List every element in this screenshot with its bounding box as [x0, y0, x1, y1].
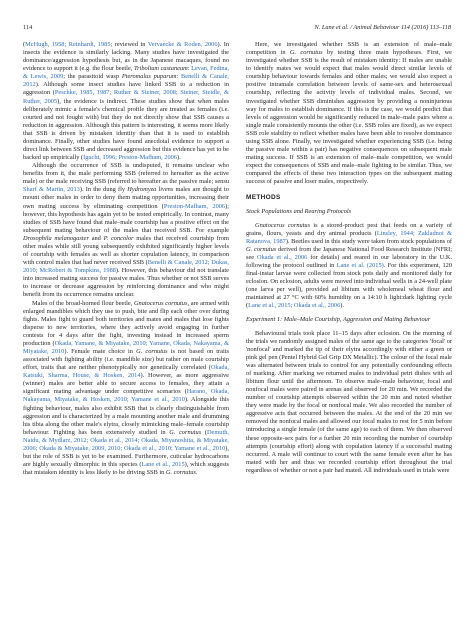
page-header — [23, 24, 451, 36]
paragraph: Here, we investigated whether SSB is an extension of male–male competition in G. cornutus by testing three main hypotheses. First, we investigated whether SSB is the result of mistaken identity: If males are unable to identify mates we would expect that males would direct similar levels of courtship behaviour towards females and other males; we would also expect a positive intramale correlation between levels of same-sex and heterosexual courtship, reflecting the activity levels of individual males. Second, we investigated whether SSB diminishes aggression by providing a noninjurious way for males to establish dominance. If this is the case, we would predict that levels of aggression would be significantly reduced in male–male pairs where a single male consistently mounts the other (i.e. SSB roles are fixed), as we expect SSB role stability to reflect whether males have been able to resolve dominance using SSB alone. Finally, we investigated whether experiencing SSB (i.e. being the passive male within a pair) has negative consequences on subsequent male mating success. If SSB is an extension of male–male competition, we would expect the consequences of SSB and male–male fighting to be similar. Thus, we compared the effects of these two interaction types on the subsequent mating success of passive and loser males, respectively. — [246, 41, 452, 186]
paragraph: Males of the broad-horned flour beetle, Gnatocerus cornutus, are armed with enlarged mandibles which they use to push, bite and flip each other over during fights. Males fight to guard both territories and mates and males that lose fights disperse to new territories, where they actively avoid engaging in further contests for 4 days after the fight, investing instead in increased sperm production (Okada, Yamane, & Miyatake, 2010; Yamane, Okada, Nakayama, & Miyatake, 2010). Female mate choice in G. cornutus is not based on traits associated with fighting ability (i.e. mandible size) but rather on male courtship effort, traits that are neither phenotypically nor genetically correlated (Okada, Katsuki, Sharma, House, & Hosken, 2014). However, as more aggressive (winner) males are better able to secure access to females, they attain a significant mating advantage under competitive scenarios (Harano, Okada, Nakayama, Miyatake, & Hosken, 2010; Yamane et al., 2010). Alongside this fighting behaviour, males also exhibit SSB that is clearly distinguishable from aggression and is characterized by a male mounting another male and drumming his tibia along the other male's elytra, closely mimicking male–female courtship behaviour. Fighting has been extensively studied in G. cornutus (Demuth, Naidu, & Mydlarz, 2012; Okada et al., 2014; Okada, Miyanoshita, & Miyatake, 2006; Okada & Miyatake, 2009, 2010; Okada et al., 2010; Yamane et al., 2010), but the role of SSB is yet to be examined. Furthermore, cuticular hydrocarbons are highly sexually dimorphic in this species (Lane et al., 2015), which suggests that mistaken identity is less likely to be driving SSB in G. cornutus. — [23, 299, 230, 477]
methods-heading: METHODS — [246, 194, 281, 202]
paragraph: Gnatocerus cornutus is a stored-product pest that feeds on a variety of grains, flours, yeasts and dry animal products (Linsley, 1944; Zakladnoi & Ratanova, 1987). Beetles used in this study were taken from stock populations of G. cornutus derived from the Japanese National Food Research Institute (NFRI; see Okada et al., 2006 for details) and reared in our laboratory in the U.K. following the protocol outlined in Lane et al. (2015). For this experiment, 120 final-instar larvae were collected from stock pots daily and monitored daily for eclosion. On eclosion, adults were moved into individual wells in a 24-well plate (one larva per well), provided ad libitum with wholemeal wheat flour and maintained at 27 °C with 60% humidity on a 14:10 h light:dark lighting cycle (Lane et al., 2015; Okada et al., 2006). — [246, 221, 453, 310]
experiment-1-heading: Experiment 1: Male–Male Courtship, Aggression and Mating Behaviour — [246, 316, 431, 324]
stock-paragraphs — [246, 222, 452, 311]
left-column-body — [23, 41, 229, 477]
paragraph: Although the occurrence of SSB is undisputed, it remains unclear who benefits from it, the male performing SSB (referred to hereafter as the active male) or the male receiving SSB (referred to hereafter as the passive male; sensu Sharf & Martin, 2013). In the dung fly Hydromyza livens males are thought to mount other males in order to deny them mating opportunities, increasing their own mating success by eliminating competition (Preston-Mafham, 2006); however, this hypothesis has again yet to be tested empirically. In contrast, many studies of SSB have found that male–male courtship has a positive effect on the subsequent mating behaviour of the males that received SSB. For example Drosophila melanogaster and P. concolor males that received courtship from other males while still young subsequently exhibited significantly higher levels of courtship with females as well as shorter copulation latency, in comparison with control males that had never received SSB (Benelli & Canale, 2012; Dukas, 2010; McRobert & Tompkins, 1988). However, this behaviour did not translate into increased mating success for passive males. Thus whether or not SSB serves to increase or decrease aggression by reinforcing dominance and who might benefit from its occurrence remains unclear. — [23, 162, 230, 299]
right-column — [246, 41, 452, 475]
paragraph: Behavioural trials took place 11–15 days after eclosion. On the morning of the trials we randomly assigned males of the same age to the categories 'focal' or 'nonfocal' and marked the tip of their elytra accordingly with either a green or pink gel pen (Pentel Hybrid Gel Grip DX Metallic). The colour of the focal male was alternated between trials to control for any potentially confounding effects of marking. After marking we returned males to individual petri dishes with ad libitum flour until the afternoon. To observe male–male behaviour, focal and nonfocal males were paired in arenas and observed for 20 min. We recorded the number of courtship attempts observed within the 20 min and noted whether they were made by the focal or nonfocal male. We also recorded the number of aggressive acts that occurred between the males. At the end of the 20 min we removed the nonfocal males and allowed our focal males to rest for 5 min before introducing a single female (of the same age) to each of them. We then observed these opposite-sex pairs for a further 20 min recording the number of courtship attempts (courtship effort) along with copulation latency if a successful mating occurred. A male will continue to court with the same female even after he has mated with her and thus we recorded courtship effort throughout the trial regardless of whether or not a pair had mated. All individuals used in trials were — [246, 329, 452, 474]
intro-paragraphs — [246, 41, 452, 186]
page-number: 114 — [23, 24, 33, 31]
experiment-paragraphs — [246, 330, 452, 475]
stock-populations-heading: Stock Populations and Rearing Protocols — [246, 208, 352, 216]
left-column — [23, 41, 229, 477]
paragraph: (McHugh, 1958; Reinhardt, 1985; reviewed in Vervaecke & Roden, 2006). In insects the evidence is similarly lacking. Many studies have investigated the dominance/aggression hypothesis but, as in the Japanese macaques, found no evidence to support it (e.g. the flour beetle, Tribolium castaneum: Levan, Fedina, & Lewis, 2009; the parasitoid wasp Pteromalus puparum: Benelli & Canale, 2012). Although some insect studies have linked SSB to a reduction in aggression (Peschke, 1985, 1987; Ruther & Steiner, 2008; Steiner, Steidle, & Ruther, 2005), the evidence is indirect. These studies show that when males deliberately mimic a female's chemical profile they are treated as females (i.e. courted and not fought with) but they do not directly show that SSB causes a reduction in aggression. Although this pattern is interesting, it seems more likely that SSB is driven by mistaken identity than that it is used to establish dominance. Finally, other studies have found anecdotal evidence to support a direct link between SSB and decreased aggression but this evidence has yet to be backed up empirically (Iguchi, 1996; Preston-Mafham, 2006). — [23, 41, 230, 162]
journal-citation: N. Lane et al. / Animal Behaviour 114 (2016) 113–118 — [314, 24, 451, 31]
